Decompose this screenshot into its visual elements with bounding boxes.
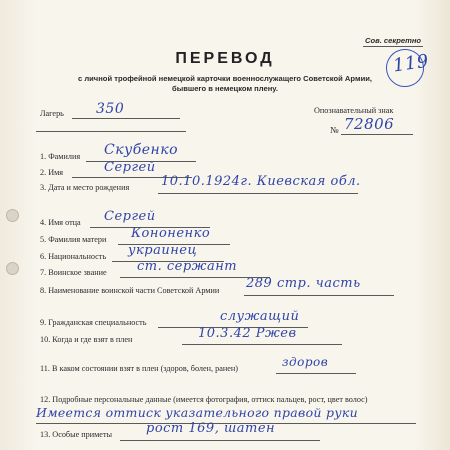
field-label-surname: 1. Фамилия <box>40 152 81 161</box>
field-value-surname: Скубенко <box>104 142 179 158</box>
punch-hole <box>6 262 19 275</box>
field-line <box>244 295 394 296</box>
field-value-specialty: служащий <box>220 309 300 324</box>
id-label: Опознавательный знак <box>314 106 394 115</box>
field-label-specialty: 9. Гражданская специальность <box>40 318 147 327</box>
field-value-father: Сергей <box>104 209 156 224</box>
camp-label: Лагерь <box>40 109 64 118</box>
field-label-capture: 10. Когда и где взят в плен <box>40 335 133 344</box>
record-number: 119 <box>391 50 431 77</box>
subtitle-line-1: с личной трофейной немецкой карточки военнослужащего Советской Армии, <box>77 74 373 83</box>
field-value-condition: здоров <box>282 355 329 369</box>
field-line <box>182 344 342 345</box>
field-value-name: Сергей <box>104 160 156 175</box>
field-value-rank: ст. сержант <box>137 259 238 274</box>
camp-line <box>72 118 180 119</box>
field-value-birth: 10.10.1924г. Киевская обл. <box>161 174 361 189</box>
field-label-nationality: 6. Национальность <box>40 252 107 261</box>
secret-underline <box>363 46 423 47</box>
field-label-mother: 5. Фамилия матери <box>40 235 107 244</box>
subtitle-line-2: бывшего в немецком плену. <box>172 84 278 93</box>
field-label-personal-data: 12. Подробные персональные данные (имеется фотография, оттиск пальцев, рост, цвет волос) <box>40 395 368 404</box>
field-value-personal-data: Имеется оттиск указательного правой руки <box>36 405 359 420</box>
punch-hole <box>6 209 19 222</box>
field-label-birth: 3. Дата и место рождения <box>40 183 130 192</box>
field-line <box>120 440 320 441</box>
field-label-condition: 11. В каком состоянии взят в плен (здоров, болен, ранен) <box>40 364 238 373</box>
field-value-unit: 289 стр. часть <box>246 276 361 291</box>
field-line <box>158 193 358 194</box>
field-value-capture: 10.3.42 Ржев <box>198 326 297 341</box>
secret-label: Сов. секретно <box>365 36 422 45</box>
field-label-rank: 7. Воинское звание <box>40 268 107 277</box>
field-value-features: рост 169, шатен <box>146 421 276 436</box>
field-label-father: 4. Имя отца <box>40 218 81 227</box>
id-line <box>341 134 413 135</box>
field-label-features: 13. Особые приметы <box>40 430 113 439</box>
id-number-prefix: № <box>330 125 339 135</box>
document-title: ПЕРЕВОД <box>175 50 275 67</box>
field-label-name: 2. Имя <box>40 168 64 177</box>
field-value-nationality: украинец <box>128 243 198 258</box>
field-label-unit: 8. Наименование воинской части Советской Армии <box>40 286 220 295</box>
id-value: 72806 <box>344 115 395 133</box>
field-line <box>276 373 356 374</box>
separator-line <box>36 131 186 132</box>
field-value-mother: Кононенко <box>131 226 211 241</box>
camp-value: 350 <box>96 101 125 117</box>
